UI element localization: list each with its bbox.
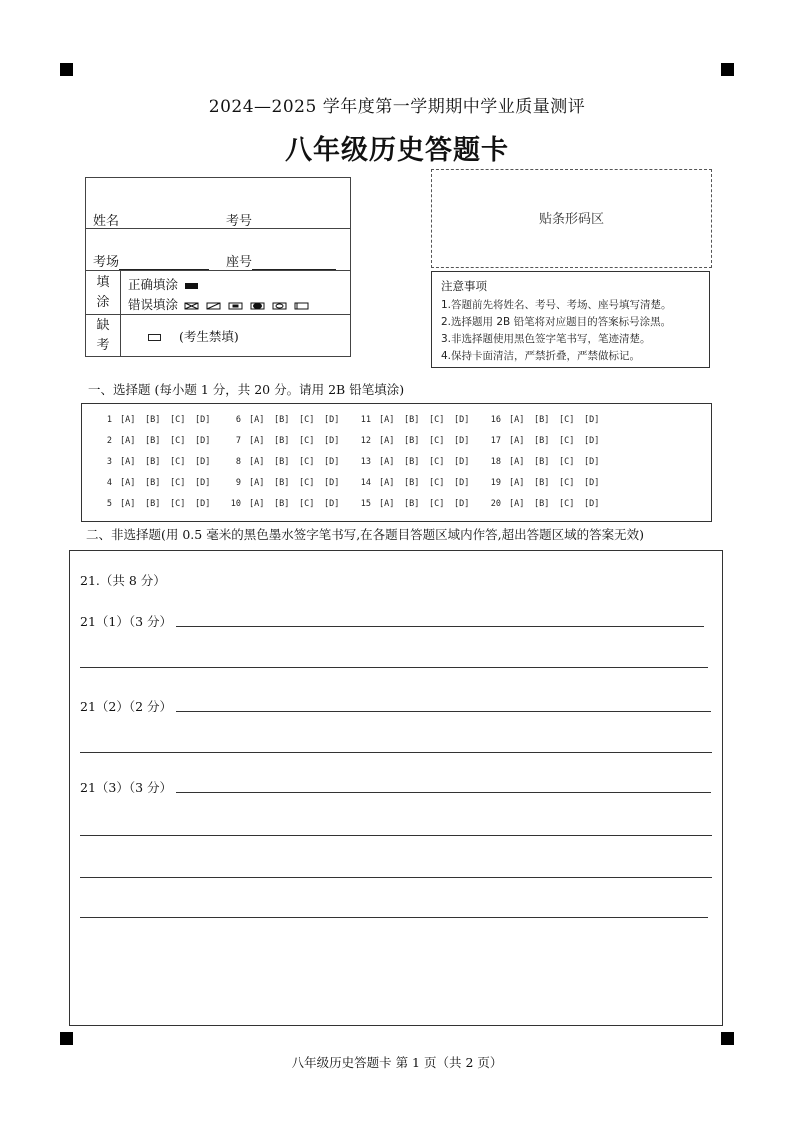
choice-question [227, 499, 349, 509]
answer-bubble[interactable]: [C] [170, 478, 186, 488]
registration-mark-bottom-left [60, 1032, 73, 1045]
filled-bubble-icon [185, 283, 198, 289]
notes-item: 3.非选择题使用黑色签字笔书写，笔迹清楚。 [441, 333, 651, 345]
answer-bubble[interactable]: [A] [379, 478, 395, 488]
answer-bubble[interactable]: [C] [559, 478, 575, 488]
answer-bubble[interactable]: [A] [379, 436, 395, 446]
question-number: 20 [490, 499, 501, 509]
answer-bubble[interactable]: [C] [299, 436, 315, 446]
fill-method-label: 填 涂 [96, 275, 110, 310]
answer-bubble[interactable]: [A] [509, 478, 525, 488]
seat-label: 座号 [226, 255, 253, 270]
answer-bubble[interactable]: [B] [145, 457, 161, 467]
answer-bubble[interactable]: [A] [379, 415, 395, 425]
answer-bubble[interactable]: [D] [584, 457, 600, 467]
registration-mark-top-left [60, 63, 73, 76]
answer-bubble[interactable]: [D] [584, 478, 600, 488]
answer-bubble[interactable]: [B] [404, 457, 420, 467]
answer-bubble[interactable]: [C] [299, 499, 315, 509]
answer-bubble[interactable]: [C] [429, 436, 445, 446]
answer-bubble[interactable]: [B] [534, 415, 550, 425]
answer-bubble[interactable]: [D] [195, 415, 211, 425]
choice-question [487, 436, 609, 446]
answer-bubble[interactable]: [C] [429, 415, 445, 425]
question-number: 7 [235, 436, 241, 446]
notes-box [431, 271, 710, 368]
answer-bubble[interactable]: [B] [404, 415, 420, 425]
choice-question [487, 457, 609, 467]
student-info-box [85, 177, 351, 357]
answer-bubble[interactable]: [D] [324, 478, 340, 488]
answer-bubble[interactable]: [B] [534, 499, 550, 509]
answer-bubble[interactable]: [C] [559, 415, 575, 425]
question-number: 2 [106, 436, 112, 446]
question-number: 18 [490, 457, 501, 467]
exam-title: 2024—2025 学年度第一学期期中学业质量测评 [208, 97, 586, 117]
answer-line[interactable] [80, 667, 708, 668]
exam-number-input-line[interactable] [252, 214, 336, 229]
question-number: 14 [360, 478, 371, 488]
name-label: 姓名 [93, 214, 120, 229]
answer-bubble[interactable]: [D] [454, 436, 470, 446]
barcode-area [431, 169, 712, 268]
answer-bubble[interactable]: [A] [120, 415, 136, 425]
room-label: 考场 [93, 255, 120, 270]
name-input-line[interactable] [119, 214, 209, 229]
answer-bubble[interactable]: [B] [534, 478, 550, 488]
question-number: 12 [360, 436, 371, 446]
answer-line[interactable] [176, 626, 704, 627]
answer-bubble[interactable]: [D] [454, 499, 470, 509]
answer-bubble[interactable]: [B] [534, 457, 550, 467]
answer-bubble[interactable]: [B] [145, 478, 161, 488]
answer-bubble[interactable]: [A] [120, 478, 136, 488]
seat-field[interactable] [226, 251, 336, 270]
answer-bubble[interactable]: [B] [404, 478, 420, 488]
barcode-label: 贴条形码区 [538, 212, 604, 227]
answer-bubble[interactable]: [B] [274, 415, 290, 425]
answer-bubble[interactable]: [A] [120, 457, 136, 467]
choice-question [357, 436, 479, 446]
answer-bubble[interactable]: [C] [559, 499, 575, 509]
choice-question [98, 478, 220, 488]
choice-question [487, 499, 609, 509]
answer-bubble[interactable]: [D] [324, 436, 340, 446]
question-number: 8 [235, 457, 241, 467]
choice-question [357, 478, 479, 488]
answer-sheet-title: 八年级历史答题卡 [285, 135, 509, 166]
answer-bubble[interactable]: [B] [145, 415, 161, 425]
answer-bubble[interactable]: [D] [584, 499, 600, 509]
answer-bubble[interactable]: [D] [324, 457, 340, 467]
answer-bubble[interactable]: [B] [274, 478, 290, 488]
answer-bubble[interactable]: [C] [429, 478, 445, 488]
correct-fill-example: 正确填涂 [128, 275, 198, 293]
answer-bubble[interactable]: [C] [559, 457, 575, 467]
wrong-fill-example: 错误填涂 [128, 295, 309, 313]
answer-bubble[interactable]: [D] [324, 415, 340, 425]
choice-answer-grid [81, 403, 712, 522]
notes-item: 1.答题前先将姓名、考号、考场、座号填写清楚。 [441, 299, 672, 311]
choice-question [227, 415, 349, 425]
answer-bubble[interactable]: [B] [404, 499, 420, 509]
choice-question [357, 457, 479, 467]
choice-question [487, 478, 609, 488]
answer-bubble[interactable]: [A] [379, 457, 395, 467]
exam-number-field[interactable] [226, 210, 336, 229]
registration-mark-top-right [721, 63, 734, 76]
choice-question [98, 499, 220, 509]
answer-area-q21[interactable] [69, 550, 723, 1026]
absent-note: (考生禁填) [179, 329, 239, 344]
answer-bubble[interactable]: [C] [170, 436, 186, 446]
answer-bubble[interactable]: [D] [324, 499, 340, 509]
answer-line[interactable] [80, 752, 712, 753]
question-number: 6 [235, 415, 241, 425]
choice-question [98, 457, 220, 467]
answer-bubble[interactable]: [D] [454, 457, 470, 467]
answer-bubble[interactable]: [A] [509, 415, 525, 425]
question-number: 19 [490, 478, 501, 488]
question-number: 9 [235, 478, 241, 488]
answer-bubble[interactable]: [A] [249, 457, 265, 467]
answer-bubble[interactable]: [A] [509, 436, 525, 446]
absent-label: 缺 考 [96, 318, 110, 353]
section-nonchoice-title: 二、非选择题(用 0.5 毫米的黑色墨水签字笔书写,在各题目答题区域内作答,超出答题区域的答案无效) [86, 527, 645, 542]
answer-line[interactable] [176, 711, 711, 712]
answer-bubble[interactable]: [A] [379, 499, 395, 509]
page-footer: 八年级历史答题卡 第 1 页（共 2 页） [291, 1055, 503, 1070]
choice-question [487, 415, 609, 425]
answer-line[interactable] [80, 835, 712, 836]
absent-bubble[interactable] [148, 334, 161, 341]
wrong-fill-marks-icon [184, 301, 309, 311]
answer-bubble[interactable]: [D] [584, 436, 600, 446]
answer-bubble[interactable]: [D] [454, 478, 470, 488]
section-choice-title: 一、选择题 (每小题 1 分，共 20 分。请用 2B 铅笔填涂) [88, 382, 405, 397]
answer-bubble[interactable]: [C] [559, 436, 575, 446]
answer-bubble[interactable]: [C] [299, 478, 315, 488]
exam-number-label: 考号 [226, 214, 253, 229]
answer-bubble[interactable]: [D] [195, 478, 211, 488]
answer-bubble[interactable]: [D] [584, 415, 600, 425]
answer-bubble[interactable]: [D] [195, 436, 211, 446]
answer-bubble[interactable]: [A] [120, 499, 136, 509]
choice-question [98, 415, 220, 425]
absent-field [148, 327, 239, 345]
choice-question [357, 499, 479, 509]
registration-mark-bottom-right [721, 1032, 734, 1045]
answer-bubble[interactable]: [D] [195, 499, 211, 509]
choice-question [227, 457, 349, 467]
answer-bubble[interactable]: [C] [170, 415, 186, 425]
answer-bubble[interactable]: [A] [249, 478, 265, 488]
seat-input-line[interactable] [252, 255, 336, 270]
answer-bubble[interactable]: [B] [145, 436, 161, 446]
answer-bubble[interactable]: [A] [509, 499, 525, 509]
answer-bubble[interactable]: [C] [429, 499, 445, 509]
name-field[interactable] [93, 210, 209, 229]
answer-line[interactable] [80, 917, 708, 918]
question-21-title: 21.（共 8 分） [80, 573, 166, 588]
answer-bubble[interactable]: [A] [509, 457, 525, 467]
question-number: 15 [360, 499, 371, 509]
choice-question [227, 436, 349, 446]
notes-heading: 注意事项 [441, 279, 487, 293]
answer-bubble[interactable]: [B] [534, 436, 550, 446]
answer-bubble[interactable]: [B] [404, 436, 420, 446]
question-number: 17 [490, 436, 501, 446]
answer-line[interactable] [176, 792, 711, 793]
question-number: 11 [360, 415, 371, 425]
answer-bubble[interactable]: [C] [299, 457, 315, 467]
choice-question [227, 478, 349, 488]
question-number: 3 [106, 457, 112, 467]
answer-bubble[interactable]: [A] [249, 436, 265, 446]
answer-bubble[interactable]: [C] [299, 415, 315, 425]
question-number: 5 [106, 499, 112, 509]
question-number: 13 [360, 457, 371, 467]
notes-item: 4.保持卡面清洁，严禁折叠，严禁做标记。 [441, 350, 641, 362]
question-number: 16 [490, 415, 501, 425]
answer-bubble[interactable]: [C] [170, 499, 186, 509]
answer-bubble[interactable]: [A] [249, 499, 265, 509]
question-number: 4 [106, 478, 112, 488]
answer-line[interactable] [80, 877, 712, 878]
room-field[interactable] [93, 251, 209, 270]
choice-question [357, 415, 479, 425]
answer-bubble[interactable]: [A] [120, 436, 136, 446]
question-21-part2-label: 21（2）（2 分） [80, 699, 173, 714]
answer-bubble[interactable]: [B] [274, 436, 290, 446]
room-input-line[interactable] [119, 255, 209, 270]
answer-bubble[interactable]: [D] [454, 415, 470, 425]
answer-bubble[interactable]: [A] [249, 415, 265, 425]
choice-question [98, 436, 220, 446]
question-number: 1 [106, 415, 112, 425]
question-21-part3-label: 21（3）（3 分） [80, 780, 173, 795]
answer-bubble[interactable]: [C] [170, 457, 186, 467]
answer-bubble[interactable]: [B] [145, 499, 161, 509]
answer-bubble[interactable]: [B] [274, 457, 290, 467]
answer-bubble[interactable]: [D] [195, 457, 211, 467]
question-number: 10 [230, 499, 241, 509]
question-21-part1-label: 21（1）（3 分） [80, 614, 173, 629]
answer-bubble[interactable]: [B] [274, 499, 290, 509]
answer-bubble[interactable]: [C] [429, 457, 445, 467]
notes-item: 2.选择题用 2B 铅笔将对应题目的答案标号涂黑。 [441, 316, 672, 328]
